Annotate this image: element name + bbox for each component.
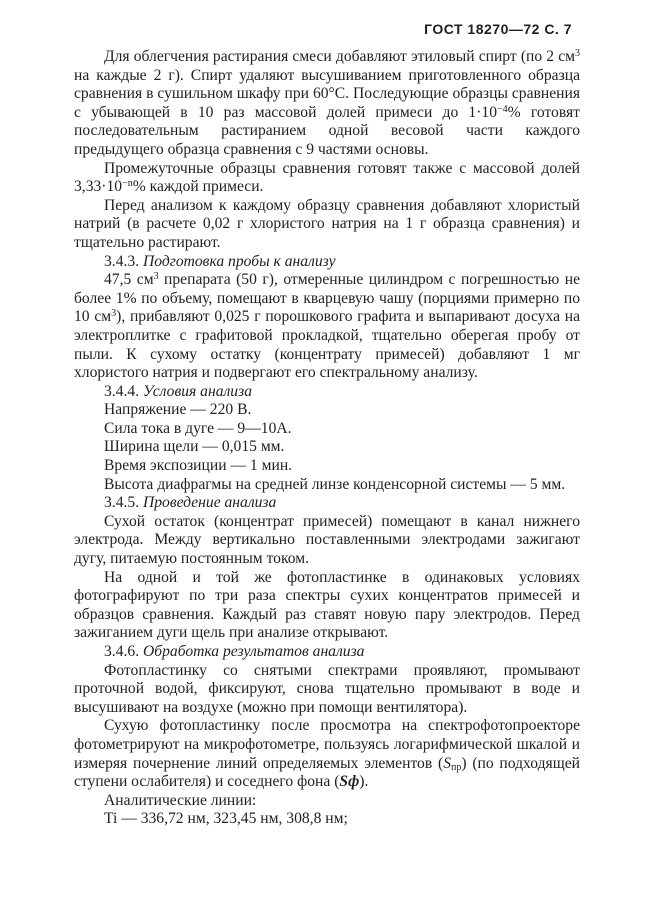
superscript: −n bbox=[122, 178, 133, 190]
section-number: 3.4.5. bbox=[104, 494, 140, 512]
paragraph bbox=[74, 717, 580, 791]
condition-line: Высота диафрагмы на средней линзе конденсорной системы — 5 мм. bbox=[104, 475, 566, 493]
paragraph: Фотопластинку со снятыми спектрами проявляют, промывают проточной водой, фиксируют, снова тщательно промывают в воде и высушивают на воздухе (можно при помощи вентилятора). bbox=[74, 661, 580, 716]
paragraph bbox=[74, 48, 580, 160]
section-title: Обработка результатов анализа bbox=[143, 643, 365, 660]
paragraph bbox=[74, 271, 580, 383]
text: % готовят последовательным растиранием одной весовой части каждого предыдущего образца сравнения с 9 частями основы. bbox=[74, 103, 580, 158]
section-title: Проведение анализа bbox=[143, 494, 277, 512]
paragraph: Сухой остаток (концентрат примесей) помещают в канал нижнего электрода. Между вертикально поставленными электродами зажигают дугу, питаемую постоянным током. bbox=[74, 512, 580, 568]
paragraph: Перед анализом к каждому образцу сравнения добавляют хлористый натрий (в расчете 0,02 г хлористого натрия на 1 г образца сравнения) и тщательно растирают. bbox=[74, 196, 580, 251]
condition-line: Ширина щели — 0,015 мм. bbox=[104, 438, 285, 456]
paragraph bbox=[74, 160, 580, 197]
section-heading-3-4-3 bbox=[74, 253, 580, 272]
section-number: 3.4.3. bbox=[104, 252, 140, 270]
condition-line: Сила тока в дуге — 9—10А. bbox=[104, 419, 292, 437]
paragraph: На одной и той же фотопластинке в одинаковых условиях фотографируют по три раза спектры сухих концентратов примесей и образцов сравнения. Каждый раз ставят новую пару электродов. Перед зажиганием дуги щель при анализе открывают. bbox=[74, 568, 580, 642]
text: % каждой примеси. bbox=[132, 178, 264, 196]
paragraph: Ti — 336,72 нм, 323,45 нм, 308,8 нм; bbox=[104, 810, 348, 828]
section-title: Подготовка пробы к анализу bbox=[143, 252, 336, 270]
page-body bbox=[74, 48, 580, 829]
section-heading-3-4-6 bbox=[74, 643, 580, 662]
section-title: Условия анализа bbox=[143, 382, 252, 400]
section-number: 3.4.6. bbox=[104, 643, 140, 660]
subscript: пр bbox=[450, 761, 462, 773]
paragraph: Аналитические линии: bbox=[104, 791, 257, 809]
superscript: 3 bbox=[111, 308, 117, 320]
symbol: Sф bbox=[339, 773, 360, 791]
symbol: S bbox=[443, 754, 451, 772]
text: ). bbox=[359, 773, 369, 791]
text: Сухую фотопластинку после просмотра на спектрофотопроекторе фотометрируют на микрофотометре, пользуясь логарифмической шкалой и измеряя почернение линий определяемых элементов ( bbox=[74, 717, 580, 772]
section-number: 3.4.4. bbox=[104, 382, 140, 400]
text: на каждые 2 г). Спирт удаляют высушиванием приготовленного образца сравнения в сушильном шкафу при 60°С. Последующие образцы сравнения с убывающей в 10 раз массовой долей примеси до 1·10 bbox=[74, 66, 580, 121]
text: ), прибавляют 0,025 г порошкового графита и выпаривают досуха на электроплитке с графитовой прокладкой, тщательно оберегая пробу от пыли. К сухому остатку (концентрату примесей) добавляют 1 мг хлористого натрия и подвергают его спектральному анализу. bbox=[74, 308, 580, 382]
text: Промежуточные образцы сравнения готовят также с массовой долей 3,33·10 bbox=[74, 159, 580, 196]
page-header: ГОСТ 18270—72 С. 7 bbox=[424, 21, 572, 37]
text: препарата (50 г), отмеренные цилиндром с погрешностью не более 1% по объему, помещают в кварцевую чашу (порциями примерно по 10 см bbox=[74, 271, 580, 326]
superscript: 3 bbox=[153, 271, 159, 283]
text: Для облегчения растирания смеси добавляют этиловый спирт (по 2 см bbox=[104, 48, 575, 65]
section-heading-3-4-5 bbox=[74, 494, 580, 513]
condition-line: Время экспозиции — 1 мин. bbox=[104, 457, 293, 475]
text: ) (по подходящей ступени ослабителя) и соседнего фона ( bbox=[74, 754, 580, 791]
text: 47,5 см bbox=[104, 271, 154, 289]
condition-line: Напряжение — 220 В. bbox=[104, 401, 252, 419]
section-heading-3-4-4 bbox=[74, 383, 580, 402]
superscript: −4 bbox=[497, 103, 508, 115]
superscript: 3 bbox=[575, 48, 580, 59]
